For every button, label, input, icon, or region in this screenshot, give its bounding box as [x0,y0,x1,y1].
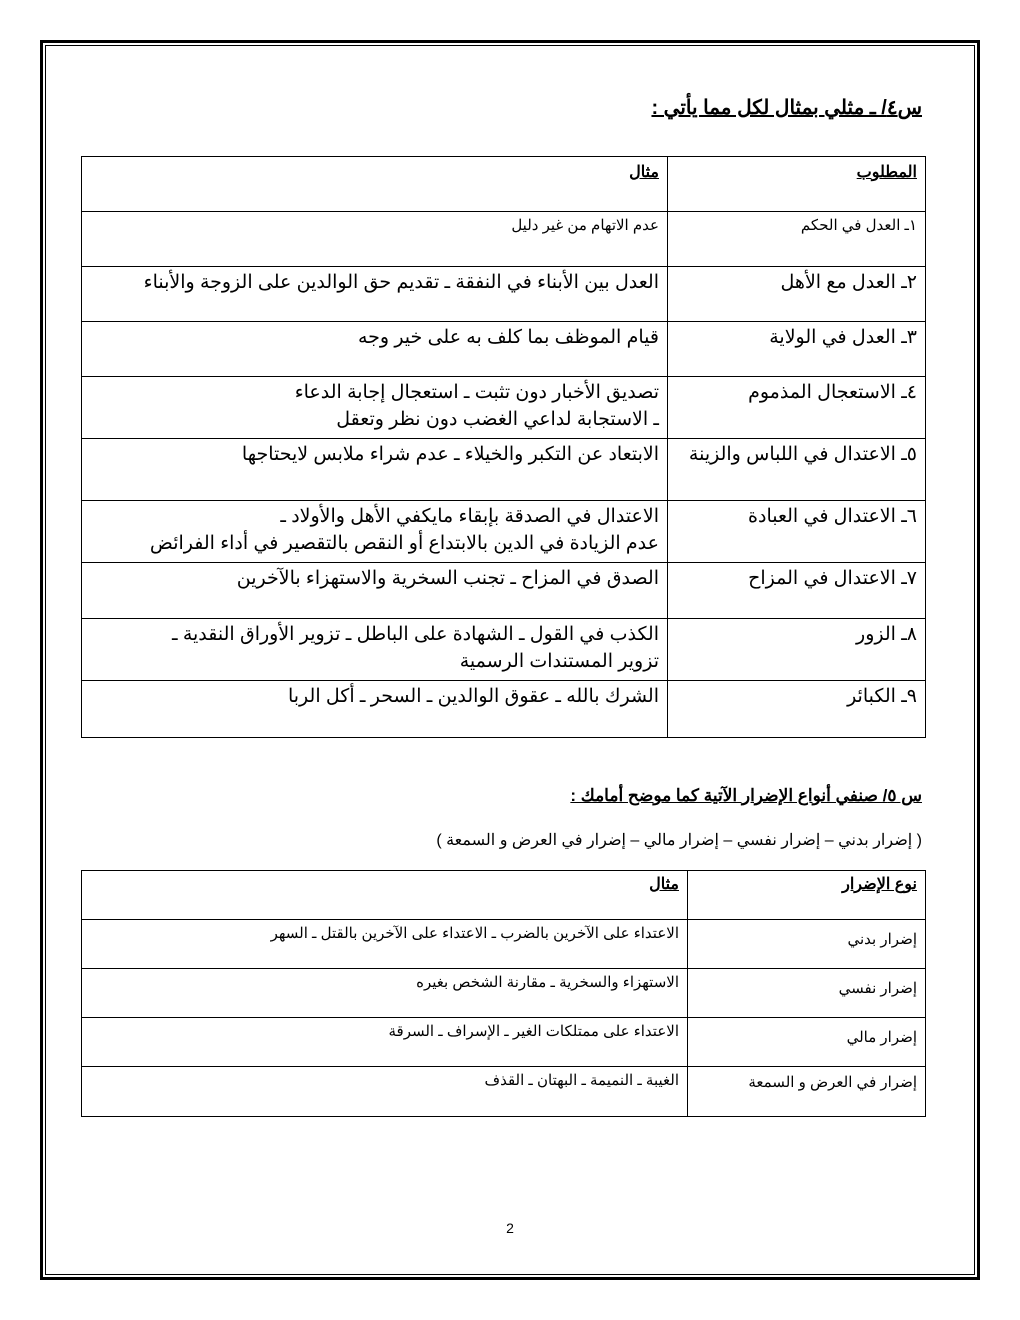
q4-example-line: الشرك بالله ـ عقوق الوالدين ـ السحر ـ أكل الربا [287,686,659,707]
q4-table [81,156,926,738]
q4-example-line: قيام الموظف بما كلف به على خير وجه [357,327,659,348]
q5-header-row [82,871,926,920]
q5-type-cell: إضرار مالي [688,1018,926,1067]
q5-header-example: مثال [82,871,688,920]
q4-example-line: الابتعاد عن التكبر والخيلاء ـ عدم شراء ملابس لايحتاجها [241,444,659,465]
q4-required-cell: ٢ـ العدل مع الأهل [668,267,926,322]
table-row [82,681,926,738]
q5-title: س ٥/ صنفي أنواع الإضرار الآتية كما موضح أمامك : [570,786,922,805]
table-row [82,212,926,267]
q4-required-cell: ٨ـ الزور [668,619,926,681]
q4-required-cell: ٤ـ الاستعجال المذموم [668,377,926,439]
q4-example-line: تزوير المستندات الرسمية [459,651,659,672]
q5-table [81,870,926,1117]
q4-example-line: العدل بين الأبناء في النفقة ـ تقديم حق الوالدين على الزوجة والأبناء [143,272,659,293]
table-row [82,439,926,501]
q4-example-cell [82,563,668,619]
q4-header-example: مثال [82,157,668,212]
q4-header-row [82,157,926,212]
q5-example-cell: الاعتداء على الآخرين بالضرب ـ الاعتداء على الآخرين بالقتل ـ السهر [82,920,688,969]
q5-example-cell: الاعتداء على ممتلكات الغير ـ الإسراف ـ السرقة [82,1018,688,1067]
q4-example-line: الاعتدال في الصدقة بإبقاء مايكفي الأهل والأولاد ـ [280,506,659,527]
table-row [82,1067,926,1117]
q5-options: ( إضرار بدني – إضرار نفسي – إضرار مالي – إضرار في العرض و السمعة ) [436,832,922,849]
q4-required-cell: ١ـ العدل في الحكم [668,212,926,267]
table-row [82,920,926,969]
q4-example-line: تصديق الأخبار دون تثبت ـ استعجال إجابة الدعاء [294,382,659,403]
q5-type-cell: إضرار في العرض و السمعة [688,1067,926,1117]
q5-type-cell: إضرار نفسي [688,969,926,1018]
table-row [82,969,926,1018]
q4-required-cell: ٦ـ الاعتدال في العبادة [668,501,926,563]
q4-example-line: الصدق في المزاح ـ تجنب السخرية والاستهزاء بالآخرين [236,568,659,589]
table-row [82,619,926,681]
table-row [82,1018,926,1067]
q4-required-cell: ٧ـ الاعتدال في المزاح [668,563,926,619]
q4-example-cell [82,212,668,267]
table-row [82,563,926,619]
table-row [82,322,926,377]
q4-example-cell [82,681,668,738]
q4-example-line: ـ الاستجابة لداعي الغضب دون نظر وتعقل [336,409,659,430]
q4-required-cell: ٣ـ العدل في الولاية [668,322,926,377]
q4-required-cell: ٩ـ الكبائر [668,681,926,738]
page-number: 2 [506,1220,514,1236]
q4-example-cell [82,619,668,681]
table-row [82,501,926,563]
q4-example-line: عدم الاتهام من غير دليل [511,217,659,234]
q4-example-cell [82,267,668,322]
table-row [82,267,926,322]
q4-example-cell [82,501,668,563]
q4-header-required: المطلوب [668,157,926,212]
q5-example-cell: الغيبة ـ النميمة ـ البهتان ـ القذف [82,1067,688,1117]
q5-type-cell: إضرار بدني [688,920,926,969]
q4-example-cell [82,322,668,377]
q4-example-line: عدم الزيادة في الدين بالابتداع أو النقص بالتقصير في أداء الفرائض [149,533,659,554]
q4-example-cell [82,377,668,439]
table-row [82,377,926,439]
q4-example-cell [82,439,668,501]
q4-required-cell: ٥ـ الاعتدال في اللباس والزينة [668,439,926,501]
q5-header-type: نوع الإضرار [688,871,926,920]
q4-title: س٤/ ـ مثلي بمثال لكل مما يأتي : [651,97,922,119]
q4-example-line: الكذب في القول ـ الشهادة على الباطل ـ تزوير الأوراق النقدية ـ [171,624,659,645]
q5-example-cell: الاستهزاء والسخرية ـ مقارنة الشخص بغيره [82,969,688,1018]
